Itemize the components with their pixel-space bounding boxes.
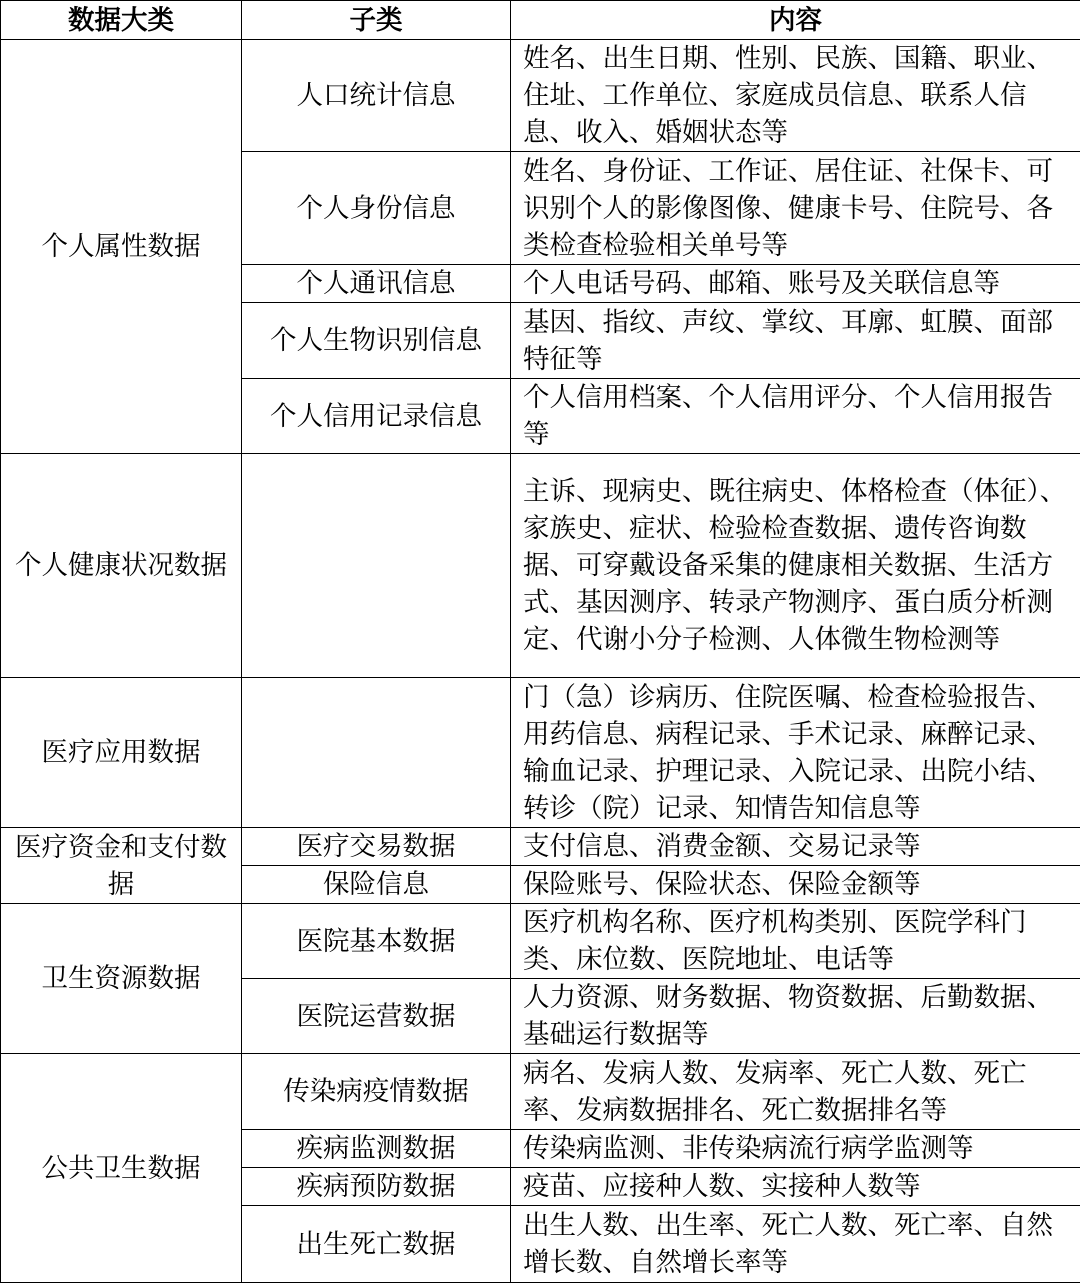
header-row (1, 1, 1080, 40)
subcategory-cell: 个人信用记录信息 (242, 379, 511, 454)
content-cell: 支付信息、消费金额、交易记录等 (511, 828, 1080, 866)
content-cell: 门（急）诊病历、住院医嘱、检查检验报告、用药信息、病程记录、手术记录、麻醉记录、输血记录、护理记录、入院记录、出院小结、转诊（院）记录、知情告知信息等 (511, 678, 1080, 828)
table-row (1, 1054, 1080, 1130)
content-cell: 疫苗、应接种人数、实接种人数等 (511, 1168, 1080, 1206)
category-cell: 公共卫生数据 (1, 1054, 242, 1283)
content-cell: 医疗机构名称、医疗机构类别、医院学科门类、床位数、医院地址、电话等 (511, 904, 1080, 979)
content-cell: 个人信用档案、个人信用评分、个人信用报告等 (511, 379, 1080, 454)
subcategory-cell: 保险信息 (242, 866, 511, 904)
subcategory-cell: 疾病预防数据 (242, 1168, 511, 1206)
subcategory-cell: 个人通讯信息 (242, 265, 511, 303)
content-cell: 传染病监测、非传染病流行病学监测等 (511, 1130, 1080, 1168)
content-cell: 出生人数、出生率、死亡人数、死亡率、自然增长数、自然增长率等 (511, 1206, 1080, 1283)
table-row (1, 40, 1080, 152)
table-row (1, 454, 1080, 678)
category-cell: 医疗资金和支付数据 (1, 828, 242, 904)
table-row (1, 828, 1080, 866)
subcategory-cell: 医疗交易数据 (242, 828, 511, 866)
header-content: 内容 (511, 1, 1080, 40)
category-cell: 卫生资源数据 (1, 904, 242, 1054)
content-cell: 姓名、身份证、工作证、居住证、社保卡、可识别个人的影像图像、健康卡号、住院号、各类检查检验相关单号等 (511, 152, 1080, 265)
content-cell: 保险账号、保险状态、保险金额等 (511, 866, 1080, 904)
table-row (1, 904, 1080, 979)
content-cell: 病名、发病人数、发病率、死亡人数、死亡率、发病数据排名、死亡数据排名等 (511, 1054, 1080, 1130)
category-cell: 个人健康状况数据 (1, 454, 242, 678)
table-row (1, 678, 1080, 828)
category-cell: 个人属性数据 (1, 40, 242, 454)
subcategory-cell: 人口统计信息 (242, 40, 511, 152)
subcategory-cell (242, 454, 511, 678)
content-cell: 姓名、出生日期、性别、民族、国籍、职业、住址、工作单位、家庭成员信息、联系人信息、收入、婚姻状态等 (511, 40, 1080, 152)
header-category: 数据大类 (1, 1, 242, 40)
subcategory-cell: 个人生物识别信息 (242, 303, 511, 379)
content-cell: 人力资源、财务数据、物资数据、后勤数据、基础运行数据等 (511, 979, 1080, 1054)
category-cell: 医疗应用数据 (1, 678, 242, 828)
header-subcategory: 子类 (242, 1, 511, 40)
subcategory-cell: 疾病监测数据 (242, 1130, 511, 1168)
subcategory-cell: 出生死亡数据 (242, 1206, 511, 1283)
subcategory-cell: 传染病疫情数据 (242, 1054, 511, 1130)
content-cell: 基因、指纹、声纹、掌纹、耳廓、虹膜、面部特征等 (511, 303, 1080, 379)
subcategory-cell: 个人身份信息 (242, 152, 511, 265)
subcategory-cell: 医院基本数据 (242, 904, 511, 979)
content-cell: 主诉、现病史、既往病史、体格检查（体征）、家族史、症状、检验检查数据、遗传咨询数据、可穿戴设备采集的健康相关数据、生活方式、基因测序、转录产物测序、蛋白质分析测定、代谢小分子检测、人体微生物检测等 (511, 454, 1080, 678)
content-cell: 个人电话号码、邮箱、账号及关联信息等 (511, 265, 1080, 303)
subcategory-cell: 医院运营数据 (242, 979, 511, 1054)
subcategory-cell (242, 678, 511, 828)
